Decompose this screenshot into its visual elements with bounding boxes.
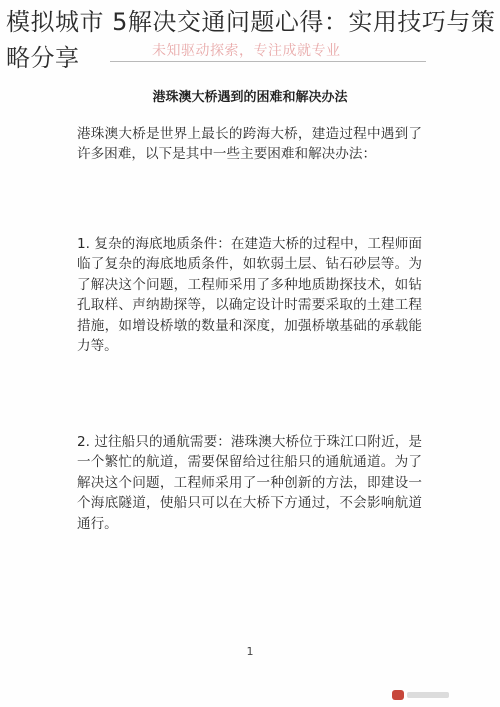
intro-paragraph: 港珠澳大桥是世界上最长的跨海大桥，建造过程中遇到了许多困难，以下是其中一些主要困难和解决办法： xyxy=(77,126,422,163)
difficulty-one-paragraph: 1. 复杂的海底地质条件：在建造大桥的过程中，工程师面临了复杂的海底地质条件，如软弱土层、钻石砂层等。为了解决这个问题，工程师采用了多种地质勘探技术，如钻孔取样、声纳勘探等，以确定设计时需要采取的土建工程措施，如增设桥墩的数量和深度，加强桥墩基础的承载能力等。 xyxy=(77,236,422,355)
difficulty-two-paragraph: 2. 过往船只的通航需要：港珠澳大桥位于珠江口附近，是一个繁忙的航道，需要保留给过往船只的通航通道。为了解决这个问题，工程师采用了一种创新的方法，即建设一个海底隧道，使船只可以在大桥下方通过，不会影响航道通行。 xyxy=(77,434,422,532)
page-number: 1 xyxy=(246,645,254,658)
site-logo xyxy=(392,688,452,702)
logo-wordmark xyxy=(407,692,449,698)
logo-icon xyxy=(392,690,404,700)
watermark-stamp: 未知驱动探索，专注成就专业 xyxy=(152,43,341,59)
article-title: 模拟城市 5解决交通问题心得：实用技巧与策略分享 xyxy=(6,8,496,72)
document-heading: 港珠澳大桥遇到的困难和解决办法 xyxy=(152,90,348,105)
